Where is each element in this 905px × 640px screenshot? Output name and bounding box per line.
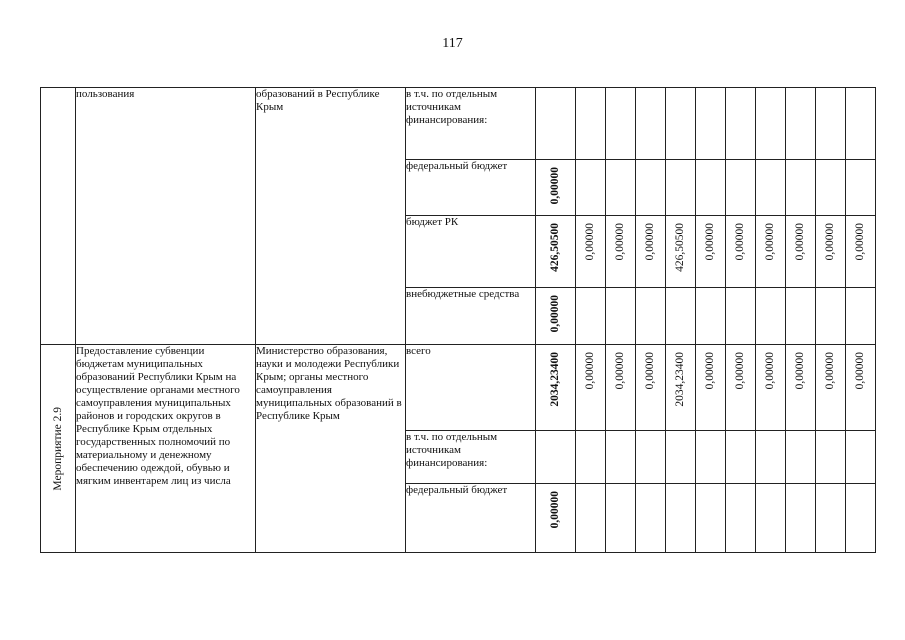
- value-cell: [696, 431, 726, 484]
- value-cell: 0,00000: [816, 216, 846, 288]
- value-cell: 0,00000: [726, 216, 756, 288]
- value-cell: [666, 431, 696, 484]
- value-cell: [696, 160, 726, 216]
- value-cell: [846, 160, 876, 216]
- value-cell: [666, 88, 696, 160]
- value-cell: [666, 160, 696, 216]
- value-cell: [636, 160, 666, 216]
- value-cell: [636, 88, 666, 160]
- value-cell: [576, 288, 606, 345]
- value-cell: 0,00000: [536, 288, 576, 345]
- value-cell: [606, 88, 636, 160]
- value-cell: [576, 160, 606, 216]
- source-label: в т.ч. по отдельным источникам финансирования:: [406, 431, 536, 484]
- value-cell: [696, 288, 726, 345]
- value-cell: [786, 288, 816, 345]
- value-cell: 2034,23400: [536, 345, 576, 431]
- value-cell: [726, 484, 756, 553]
- value-cell: [636, 431, 666, 484]
- value-cell: 0,00000: [536, 160, 576, 216]
- value-cell: [786, 88, 816, 160]
- value-cell: 0,00000: [696, 345, 726, 431]
- value-cell: 0,00000: [536, 484, 576, 553]
- value-cell: 0,00000: [606, 216, 636, 288]
- value-cell: 0,00000: [636, 345, 666, 431]
- value-cell: [576, 484, 606, 553]
- value-cell: 0,00000: [606, 345, 636, 431]
- value-cell: 0,00000: [786, 216, 816, 288]
- value-cell: [576, 431, 606, 484]
- value-cell: 0,00000: [846, 345, 876, 431]
- value-cell: [666, 484, 696, 553]
- value-cell: [726, 431, 756, 484]
- value-cell: 426,50500: [536, 216, 576, 288]
- executor-cell: образований в Республике Крым: [256, 88, 406, 345]
- value-cell: [846, 288, 876, 345]
- value-cell: 2034,23400: [666, 345, 696, 431]
- value-cell: [536, 431, 576, 484]
- source-label: федеральный бюджет: [406, 160, 536, 216]
- value-cell: [726, 160, 756, 216]
- value-cell: [846, 431, 876, 484]
- value-cell: [636, 288, 666, 345]
- source-label: всего: [406, 345, 536, 431]
- value-cell: [756, 160, 786, 216]
- value-cell: [786, 431, 816, 484]
- value-cell: 426,50500: [666, 216, 696, 288]
- value-cell: [816, 88, 846, 160]
- executor-cell: Министерство образования, науки и молодежи Республики Крым; органы местного самоуправления муниципальных образований в Республике Крым: [256, 345, 406, 553]
- value-cell: [786, 160, 816, 216]
- table-row: [41, 88, 876, 160]
- source-label: в т.ч. по отдельным источникам финансирования:: [406, 88, 536, 160]
- value-cell: [726, 88, 756, 160]
- activity-id-cell: [41, 345, 76, 553]
- activity-id: Мероприятие 2.9: [51, 406, 64, 491]
- activity-id-cell-empty: [41, 88, 76, 345]
- value-cell: [816, 160, 846, 216]
- value-cell: 0,00000: [636, 216, 666, 288]
- budget-table: [40, 87, 876, 553]
- value-cell: 0,00000: [696, 216, 726, 288]
- value-cell: 0,00000: [726, 345, 756, 431]
- value-cell: 0,00000: [846, 216, 876, 288]
- description-cell: Предоставление субвенции бюджетам муниципальных образований Республики Крым на осуществление органами местного самоуправления муниципальных районов и городских округов в Республике Крым отдельных государственных полномочий по материальному и денежному обеспечению одеждой, обувью и мягким инвентарем лиц из числа: [76, 345, 256, 553]
- value-cell: [606, 160, 636, 216]
- source-label: федеральный бюджет: [406, 484, 536, 553]
- value-cell: [576, 88, 606, 160]
- source-label: бюджет РК: [406, 216, 536, 288]
- value-cell: 0,00000: [816, 345, 846, 431]
- value-cell: [756, 288, 786, 345]
- value-cell: [756, 88, 786, 160]
- value-cell: [756, 484, 786, 553]
- value-cell: 0,00000: [786, 345, 816, 431]
- value-cell: 0,00000: [756, 216, 786, 288]
- value-cell: [606, 484, 636, 553]
- description-cell: пользования: [76, 88, 256, 345]
- value-cell: [636, 484, 666, 553]
- value-cell: [696, 88, 726, 160]
- value-cell: [786, 484, 816, 553]
- value-cell: [846, 484, 876, 553]
- value-cell: [846, 88, 876, 160]
- table-row: [41, 345, 876, 431]
- value-cell: [536, 88, 576, 160]
- page-number: 117: [442, 36, 463, 51]
- value-cell: [816, 431, 846, 484]
- value-cell: 0,00000: [576, 345, 606, 431]
- source-label: внебюджетные средства: [406, 288, 536, 345]
- value-cell: [606, 431, 636, 484]
- value-cell: [816, 484, 846, 553]
- value-cell: [606, 288, 636, 345]
- value-cell: [666, 288, 696, 345]
- value-cell: [726, 288, 756, 345]
- value-cell: 0,00000: [576, 216, 606, 288]
- value-cell: [696, 484, 726, 553]
- value-cell: [756, 431, 786, 484]
- value-cell: [816, 288, 846, 345]
- value-cell: 0,00000: [756, 345, 786, 431]
